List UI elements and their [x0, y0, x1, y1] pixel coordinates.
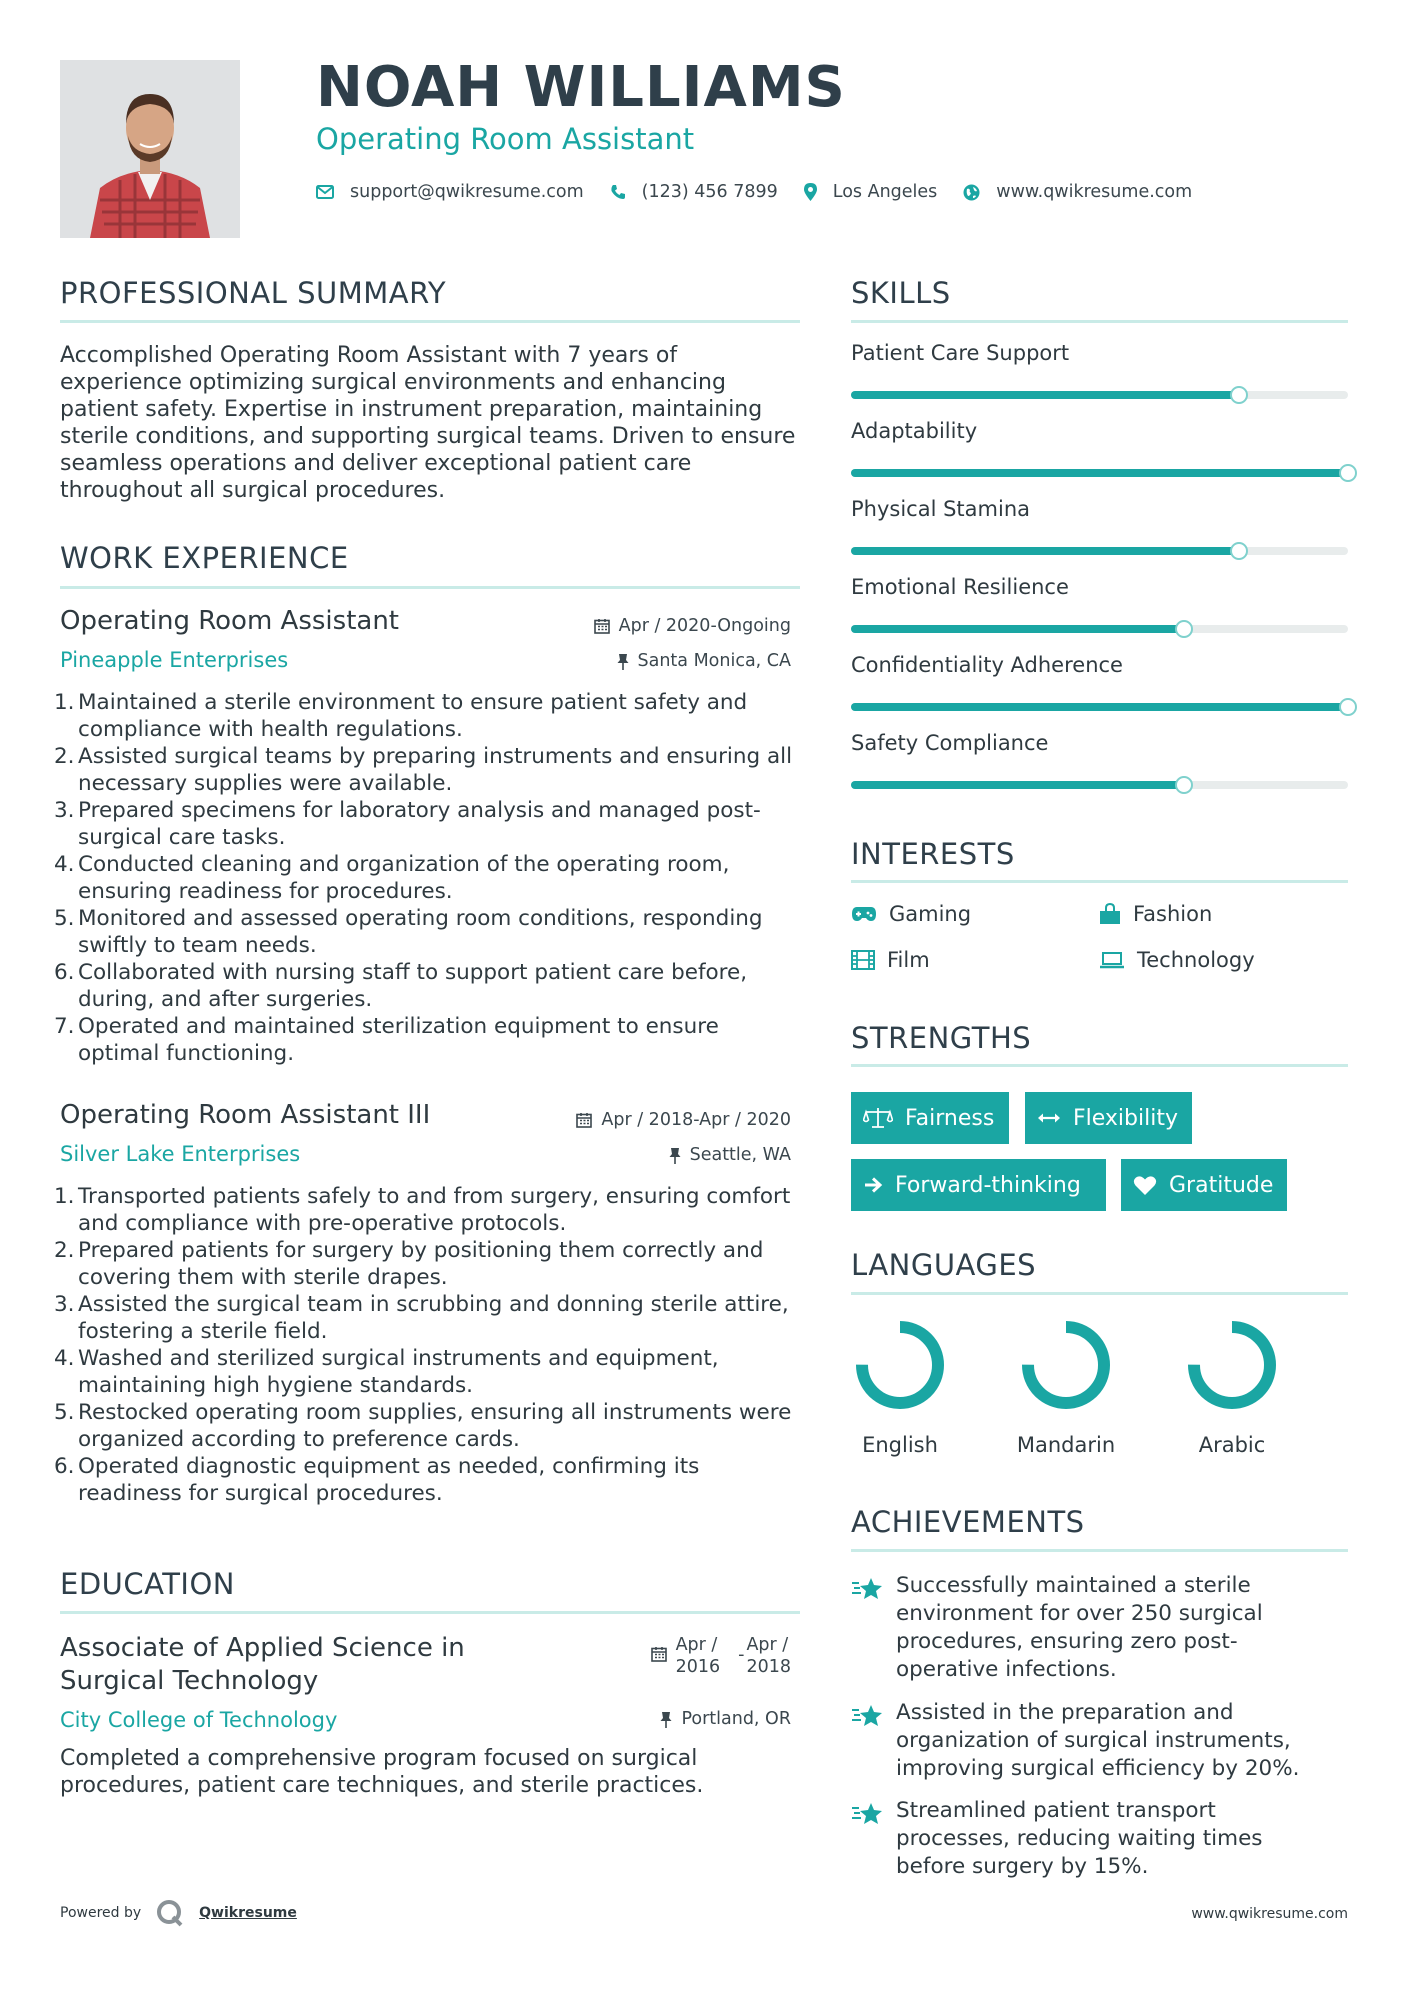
candidate-title: Operating Room Assistant	[316, 122, 695, 156]
shooting-star-icon	[851, 1702, 885, 1730]
film-icon	[851, 950, 875, 970]
list-item: 5. Restocked operating room supplies, ensuring all instruments were organized according to preference cards.	[54, 1400, 792, 1452]
skill-label: Patient Care Support	[851, 341, 1070, 365]
company-name: Silver Lake Enterprises	[60, 1142, 301, 1166]
map-marker-icon	[804, 183, 817, 201]
company-name: Pineapple Enterprises	[60, 648, 289, 672]
skill-bar-knob	[1230, 386, 1248, 404]
job-date	[576, 1110, 791, 1130]
strength-badge	[1121, 1159, 1287, 1211]
job-title: Operating Room Assistant III	[60, 1100, 431, 1130]
skill-bar-knob	[1175, 776, 1193, 794]
strength-badge	[851, 1159, 1106, 1211]
envelope-icon	[316, 185, 334, 199]
heart-icon	[1133, 1175, 1157, 1196]
skill-bar-fill	[851, 703, 1348, 711]
pushpin-icon	[669, 1147, 681, 1164]
education-heading: EDUCATION	[60, 1567, 236, 1601]
skill-label: Emotional Resilience	[851, 575, 1069, 599]
calendar-icon	[594, 618, 610, 634]
summary-text: Accomplished Operating Room Assistant with 7 years of experience optimizing surgical environments and enhancing patient safety. Expertise in instrument preparation, maintaining sterile conditions, and supporting surgical teams. Driven to ensure seamless operations and deliver exceptional patient care throughout all surgical procedures.	[60, 343, 796, 503]
interest-film	[851, 948, 930, 972]
summary-heading: PROFESSIONAL SUMMARY	[60, 276, 447, 310]
contact-email[interactable]	[316, 182, 584, 202]
job-date	[594, 616, 791, 636]
phone-icon	[610, 184, 626, 200]
list-item: 3. Prepared specimens for laboratory analysis and managed post-surgical care tasks.	[54, 798, 761, 850]
job-bullets	[54, 1183, 800, 1507]
qwikresume-logo-icon	[155, 1898, 185, 1928]
job-location-text: Seattle, WA	[689, 1145, 791, 1165]
language-level-ring	[851, 1316, 949, 1414]
list-item: 2. Prepared patients for surgery by positioning them correctly and covering them with sterile drapes.	[54, 1238, 764, 1290]
interest-technology	[1099, 948, 1255, 972]
skill-bar-knob	[1339, 464, 1357, 482]
strength-label: Forward-thinking	[895, 1172, 1081, 1198]
contact-row	[316, 178, 1218, 206]
website-text: www.qwikresume.com	[996, 182, 1193, 202]
globe-icon	[963, 184, 980, 201]
strength-label: Gratitude	[1169, 1172, 1274, 1198]
footer-powered-by	[60, 1898, 297, 1928]
calendar-icon	[651, 1646, 667, 1662]
contact-location	[804, 182, 938, 202]
powered-by-text: Powered by	[60, 1905, 142, 1921]
skill-bar	[851, 547, 1348, 555]
edu-end-date: Apr / 2018	[746, 1635, 791, 1677]
qwikresume-link[interactable]: Qwikresume	[199, 1905, 297, 1921]
laptop-icon	[1099, 951, 1125, 969]
list-item: 1. Transported patients safely to and from surgery, ensuring comfort and compliance with pre-operative protocols.	[54, 1184, 791, 1236]
achievement-item	[851, 1797, 1351, 1887]
arrows-horizontal-icon	[1037, 1112, 1061, 1124]
gamepad-icon	[851, 906, 877, 922]
skill-bar-fill	[851, 547, 1239, 555]
interest-label: Film	[887, 948, 930, 972]
skills-divider	[851, 320, 1348, 323]
skill-bar-fill	[851, 625, 1184, 633]
job-location	[617, 651, 792, 671]
achievement-item	[851, 1699, 1351, 1789]
skill-label: Safety Compliance	[851, 731, 1049, 755]
achievement-text: Assisted in the preparation and organization of surgical instruments, improving surgical efficiency by 20%.	[896, 1700, 1300, 1781]
strengths-divider	[851, 1064, 1348, 1067]
list-item: 7. Operated and maintained sterilization equipment to ensure optimal functioning.	[54, 1014, 719, 1066]
skill-bar	[851, 391, 1348, 399]
shooting-star-icon	[851, 1575, 885, 1603]
language-label: Mandarin	[1016, 1433, 1116, 1457]
phone-text: (123) 456 7899	[641, 182, 778, 202]
list-item: 6. Operated diagnostic equipment as needed, confirming its readiness for surgical procedures.	[54, 1454, 700, 1506]
education-location-text: Portland, OR	[681, 1709, 791, 1729]
education-divider	[60, 1611, 800, 1614]
interest-gaming	[851, 902, 971, 926]
strength-badge	[1025, 1092, 1192, 1144]
skill-bar	[851, 625, 1348, 633]
achievement-text: Successfully maintained a sterile environment for over 250 surgical procedures, ensuring zero post-operative infections.	[896, 1573, 1263, 1682]
skill-bar-fill	[851, 469, 1348, 477]
shooting-star-icon	[851, 1800, 885, 1828]
job-location	[669, 1145, 791, 1165]
interests-heading: INTERESTS	[851, 837, 1015, 871]
skill-bar	[851, 781, 1348, 789]
profile-photo	[60, 60, 240, 238]
contact-phone[interactable]	[610, 182, 778, 202]
candidate-name: NOAH WILLIAMS	[316, 55, 846, 120]
arrow-right-icon	[863, 1176, 883, 1194]
experience-divider	[60, 586, 800, 589]
shopping-bag-icon	[1099, 903, 1121, 925]
interest-label: Fashion	[1133, 902, 1213, 926]
interests-divider	[851, 880, 1348, 883]
language-label: English	[862, 1433, 938, 1457]
skill-bar	[851, 469, 1348, 477]
contact-website[interactable]	[963, 182, 1192, 202]
achievement-item	[851, 1572, 1351, 1692]
footer-website[interactable]: www.qwikresume.com	[1191, 1906, 1348, 1922]
list-item: 2. Assisted surgical teams by preparing instruments and ensuring all necessary supplies were available.	[54, 744, 793, 796]
experience-heading: WORK EXPERIENCE	[60, 541, 349, 575]
strength-label: Fairness	[905, 1105, 995, 1131]
pushpin-icon	[660, 1711, 672, 1728]
job-title: Operating Room Assistant	[60, 606, 400, 636]
education-description: Completed a comprehensive program focused on surgical procedures, patient care techniques, and sterile practices.	[60, 1746, 704, 1798]
job-bullets	[54, 689, 800, 1067]
skill-bar-fill	[851, 781, 1184, 789]
pushpin-icon	[617, 653, 629, 670]
languages-divider	[851, 1292, 1348, 1295]
list-item: 6. Collaborated with nursing staff to support patient care before, during, and after surgeries.	[54, 960, 748, 1012]
skill-bar-fill	[851, 391, 1239, 399]
edu-date-separator: -	[738, 1645, 745, 1665]
list-item: 5. Monitored and assessed operating room conditions, responding swiftly to team needs.	[54, 906, 763, 958]
skills-heading: SKILLS	[851, 276, 951, 310]
location-text: Los Angeles	[832, 182, 938, 202]
list-item: 1. Maintained a sterile environment to ensure patient safety and compliance with health regulations.	[54, 690, 748, 742]
balance-scale-icon	[863, 1107, 893, 1129]
email-text: support@qwikresume.com	[350, 182, 584, 202]
interest-label: Gaming	[889, 902, 972, 926]
list-item: 3. Assisted the surgical team in scrubbing and donning sterile attire, fostering a sterile field.	[54, 1292, 789, 1344]
degree-line-2: Surgical Technology	[60, 1666, 319, 1696]
job-date-text: Apr / 2018-Apr / 2020	[601, 1110, 791, 1130]
languages-heading: LANGUAGES	[851, 1248, 1037, 1282]
job-date-text: Apr / 2020-Ongoing	[618, 616, 791, 636]
summary-divider	[60, 320, 800, 323]
language-label: Arabic	[1198, 1433, 1266, 1457]
list-item: 4. Conducted cleaning and organization of the operating room, ensuring readiness for procedures.	[54, 852, 730, 904]
skill-label: Physical Stamina	[851, 497, 1031, 521]
language-level-ring	[1183, 1316, 1281, 1414]
skill-bar-knob	[1175, 620, 1193, 638]
school-name: City College of Technology	[60, 1708, 338, 1732]
achievements-heading: ACHIEVEMENTS	[851, 1505, 1085, 1539]
language-level-ring	[1017, 1316, 1115, 1414]
skill-label: Adaptability	[851, 419, 978, 443]
degree-line-1: Associate of Applied Science in	[60, 1633, 465, 1663]
edu-start-date: Apr / 2016	[675, 1635, 721, 1677]
skill-bar	[851, 703, 1348, 711]
achievement-text: Streamlined patient transport processes, reducing waiting times before surgery by 15%.	[896, 1798, 1263, 1879]
strength-label: Flexibility	[1073, 1105, 1178, 1131]
education-location	[660, 1709, 791, 1729]
job-location-text: Santa Monica, CA	[637, 651, 791, 671]
skill-bar-knob	[1339, 698, 1357, 716]
interest-fashion	[1099, 902, 1212, 926]
achievements-divider	[851, 1549, 1348, 1552]
strength-badge	[851, 1092, 1009, 1144]
strengths-heading: STRENGTHS	[851, 1021, 1032, 1055]
calendar-icon	[576, 1112, 592, 1128]
degree-title	[60, 1632, 465, 1698]
interest-label: Technology	[1137, 948, 1255, 972]
skill-bar-knob	[1230, 542, 1248, 560]
education-dates	[651, 1634, 791, 1678]
list-item: 4. Washed and sterilized surgical instruments and equipment, maintaining high hygiene standards.	[54, 1346, 719, 1398]
skill-label: Confidentiality Adherence	[851, 653, 1123, 677]
